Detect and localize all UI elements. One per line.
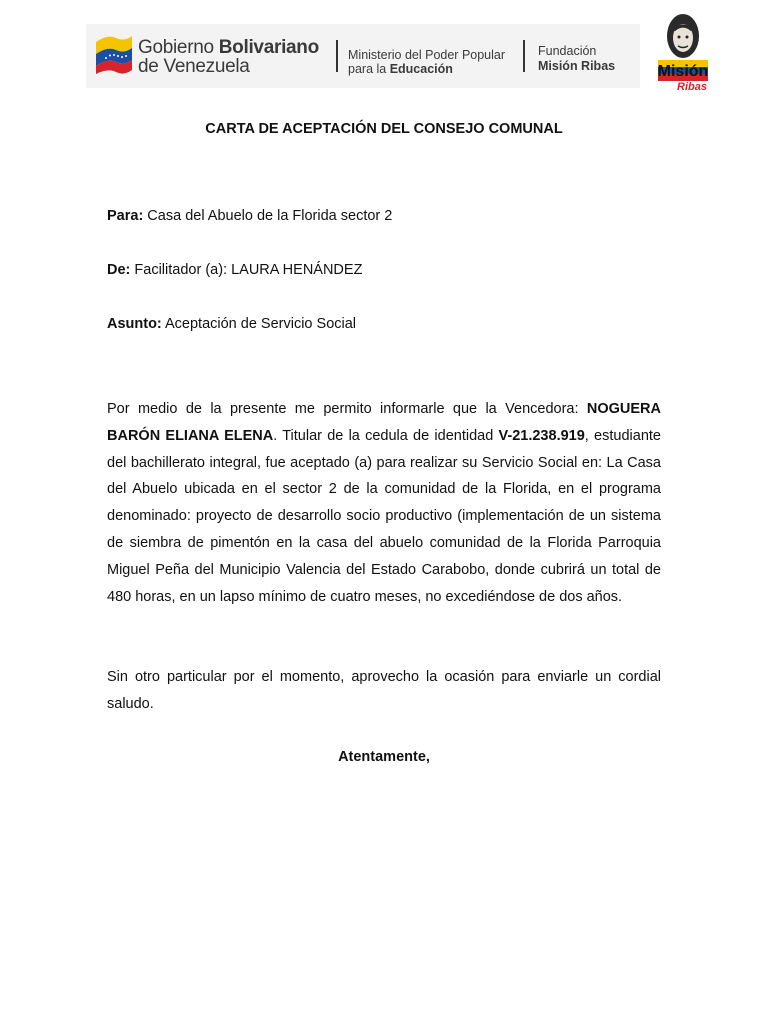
- de-field: [107, 262, 362, 278]
- de-value: Facilitador (a): LAURA HENÁNDEZ: [130, 262, 363, 278]
- venezuela-flag-icon: [94, 32, 134, 74]
- asunto-field: [107, 316, 356, 332]
- svg-text:Misión: Misión: [657, 63, 709, 80]
- de-label: De:: [107, 262, 131, 278]
- header-divider: [336, 40, 338, 72]
- header-banner: [86, 24, 640, 88]
- letter-title: CARTA DE ACEPTACIÓN DEL CONSEJO COMUNAL: [205, 121, 563, 137]
- asunto-value: Aceptación de Servicio Social: [161, 316, 357, 332]
- para-label: Para:: [107, 208, 144, 224]
- farewell-paragraph: Sin otro particular por el momento, aprovecho la ocasión para enviarle un cordial saludo.: [107, 669, 661, 712]
- cedula-number: V-21.238.919: [498, 427, 585, 444]
- closing-line: Atentamente,: [338, 749, 430, 765]
- student-name: NOGUERA BARÓN ELIANA ELENA: [107, 401, 661, 444]
- gobierno-bolivariano-logo-text: Gobierno Bolivariano de Venezuela: [138, 37, 319, 77]
- fundacion-logo-text: Fundación Misión Ribas: [538, 44, 616, 73]
- para-value: Casa del Abuelo de la Florida sector 2: [143, 208, 393, 224]
- header-divider: [523, 40, 525, 72]
- para-field: [107, 208, 392, 224]
- mision-ribas-logo: [652, 8, 714, 94]
- letter-body-paragraph: Por medio de la presente me permito informarle que la Vencedora: NOGUERA BARÓN ELIANA ELENA. Titular de la cedula de identidad V-21.238.919, estudiante del bachillerato integral, fue aceptado (a) para realizar su Servicio Social en: La Casa del Abuelo ubicada en el sector 2 de la comunidad de la Florida, en el programa denominado: proyecto de desarrollo socio productivo (implementación de un sistema de siembra de pimentón en la casa del abuelo comunidad de la Florida Parroquia Miguel Peña del Municipio Valencia del Estado Carabobo, donde cubrirá un total de 480 horas, en un lapso mínimo de cuatro meses, no excediéndose de dos años.: [107, 401, 661, 605]
- ministerio-logo-text: Ministerio del Poder Popular para la Educación: [348, 48, 506, 76]
- asunto-label: Asunto:: [107, 316, 162, 332]
- svg-text:Ribas: Ribas: [677, 81, 707, 93]
